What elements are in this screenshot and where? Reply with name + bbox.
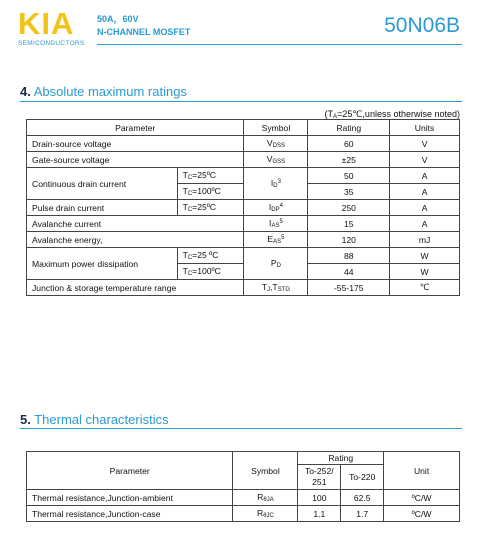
param-cell: Maximum power dissipation [27,248,178,280]
param-cell: Avalanche energy, [27,232,244,248]
sym: T [261,282,268,292]
sym-sup: 5 [281,235,285,241]
part-number: 50N06B [384,14,460,37]
company-logo [18,6,85,47]
table-row [27,136,460,152]
table-row [27,200,460,216]
header-spec-rating: 50A，60V [97,14,139,24]
unit-cell: ºC/W [384,506,460,522]
section-title-absolute-ratings [20,84,187,99]
logo-text: KIA [18,6,75,41]
condition-cell [177,168,244,184]
sym: R [256,508,264,518]
cond-rest: =25℃,unless otherwise noted) [337,109,460,119]
header-rating: Rating [308,120,390,136]
thermal-table [26,451,460,522]
section-divider [20,428,462,429]
header-parameter: Parameter [27,452,233,490]
cond-post: =25ºC [192,170,217,180]
unit-cell: A [390,184,460,200]
cond-post: =25 ºC [192,250,219,260]
unit-cell: ºC/W [384,490,460,506]
table-row [27,506,460,522]
rating-cell: 1.7 [341,506,384,522]
cond-sub: A [333,114,338,120]
rating-cell: 250 [308,200,390,216]
cond-sub: C [187,271,193,277]
table-row [27,248,460,264]
sym: P [270,258,277,268]
rating-cell: 60 [308,136,390,152]
cond-pre: T [182,266,188,276]
cond-text: (T [324,109,334,119]
symbol-cell [233,506,298,522]
cond-pre: T [182,170,188,180]
header-symbol: Symbol [233,452,298,490]
cond-pre: T [182,186,188,196]
header-spec-type: N-CHANNEL MOSFET [97,27,191,37]
rating-cell: 44 [308,264,390,280]
param-cell: Drain-source voltage [27,136,244,152]
rating-cell: 15 [308,216,390,232]
unit-cell: W [390,248,460,264]
table-header-row [27,120,460,136]
sym-sub: θJC [263,513,274,519]
header-units: Units [390,120,460,136]
rating-cell: 62.5 [341,490,384,506]
sym-sub: D [273,183,278,189]
table-row [27,280,460,296]
sym-sub: GSS [272,159,286,165]
param-cell: Pulse drain current [27,200,178,216]
table-row [27,152,460,168]
sym-sub: DSS [272,143,285,149]
cond-sub: C [187,255,193,261]
unit-cell: V [390,152,460,168]
section-title: Absolute maximum ratings [33,84,187,99]
header-to252: To-252/ 251 [298,465,341,490]
logo-subtitle: SEMICONDUCTORS [18,40,85,47]
symbol-cell [244,168,308,200]
sym-sub: J [267,287,271,293]
rating-cell: 88 [308,248,390,264]
param-cell: Thermal resistance,Junction-case [27,506,233,522]
sym-sub: D [276,263,281,269]
param-cell: Continuous drain current [27,168,178,200]
sym-sup: 3 [277,179,281,185]
table-row [27,490,460,506]
symbol-cell [244,280,308,296]
cond-pre: T [182,250,188,260]
sym-sub: DP [271,207,280,213]
sym-sub: STG [277,287,291,293]
table-row [27,232,460,248]
sym-sub: AS [271,223,280,229]
sym-sub: AS [273,239,282,245]
unit-cell: A [390,168,460,184]
section-number: 5. [20,412,31,427]
unit-cell: A [390,200,460,216]
symbol-cell [244,248,308,280]
header-to220: To-220 [341,465,384,490]
rating-cell: 35 [308,184,390,200]
rating-cell: 50 [308,168,390,184]
rating-cell: ±25 [308,152,390,168]
section-title: Thermal characteristics [34,412,169,427]
rating-cell: -55-175 [308,280,390,296]
condition-cell [177,264,244,280]
symbol-cell [244,216,308,232]
table-header-row [27,452,460,465]
unit-cell: mJ [390,232,460,248]
unit-cell: ℃ [390,280,460,296]
unit-cell: A [390,216,460,232]
condition-cell [177,184,244,200]
cond-sub: C [187,191,193,197]
sym-sup: 4 [279,203,283,209]
section-number: 4. [20,84,31,99]
rating-cell: 100 [298,490,341,506]
symbol-cell [233,490,298,506]
cond-post: =100ºC [192,266,221,276]
section-divider [20,101,462,102]
unit-cell: W [390,264,460,280]
param-cell: Avalanche current [27,216,244,232]
sym: E [267,234,274,244]
condition-cell [177,248,244,264]
sym: V [266,154,273,164]
header-unit: Unit [384,452,460,490]
cond-pre: T [182,202,188,212]
sym-sub: θJA [263,497,274,503]
absolute-ratings-table [26,119,460,296]
cond-post: =100ºC [192,186,221,196]
param-cell: Thermal resistance,Junction-ambient [27,490,233,506]
sym: I [270,178,274,188]
symbol-cell [244,136,308,152]
symbol-cell [244,200,308,216]
header-spec [97,13,190,39]
param-cell: Junction & storage temperature range [27,280,244,296]
symbol-cell [244,232,308,248]
cond-sub: C [187,175,193,181]
cond-sub: C [187,207,193,213]
sym-sup: 5 [279,219,283,225]
sym: I [268,202,272,212]
header-parameter: Parameter [27,120,244,136]
table-row [27,216,460,232]
sym: I [269,218,272,228]
param-cell: Gate-source voltage [27,152,244,168]
section-title-thermal [20,412,169,427]
header-symbol: Symbol [244,120,308,136]
header-divider [97,44,462,45]
table-row [27,168,460,184]
symbol-cell [244,152,308,168]
sym: V [266,138,273,148]
rating-cell: 120 [308,232,390,248]
cond-post: =25ºC [192,202,217,212]
sym-mid: ,T [270,282,278,292]
header-rating: Rating [298,452,384,465]
rating-cell: 1.1 [298,506,341,522]
condition-cell [177,200,244,216]
unit-cell: V [390,136,460,152]
sym: R [257,492,264,502]
